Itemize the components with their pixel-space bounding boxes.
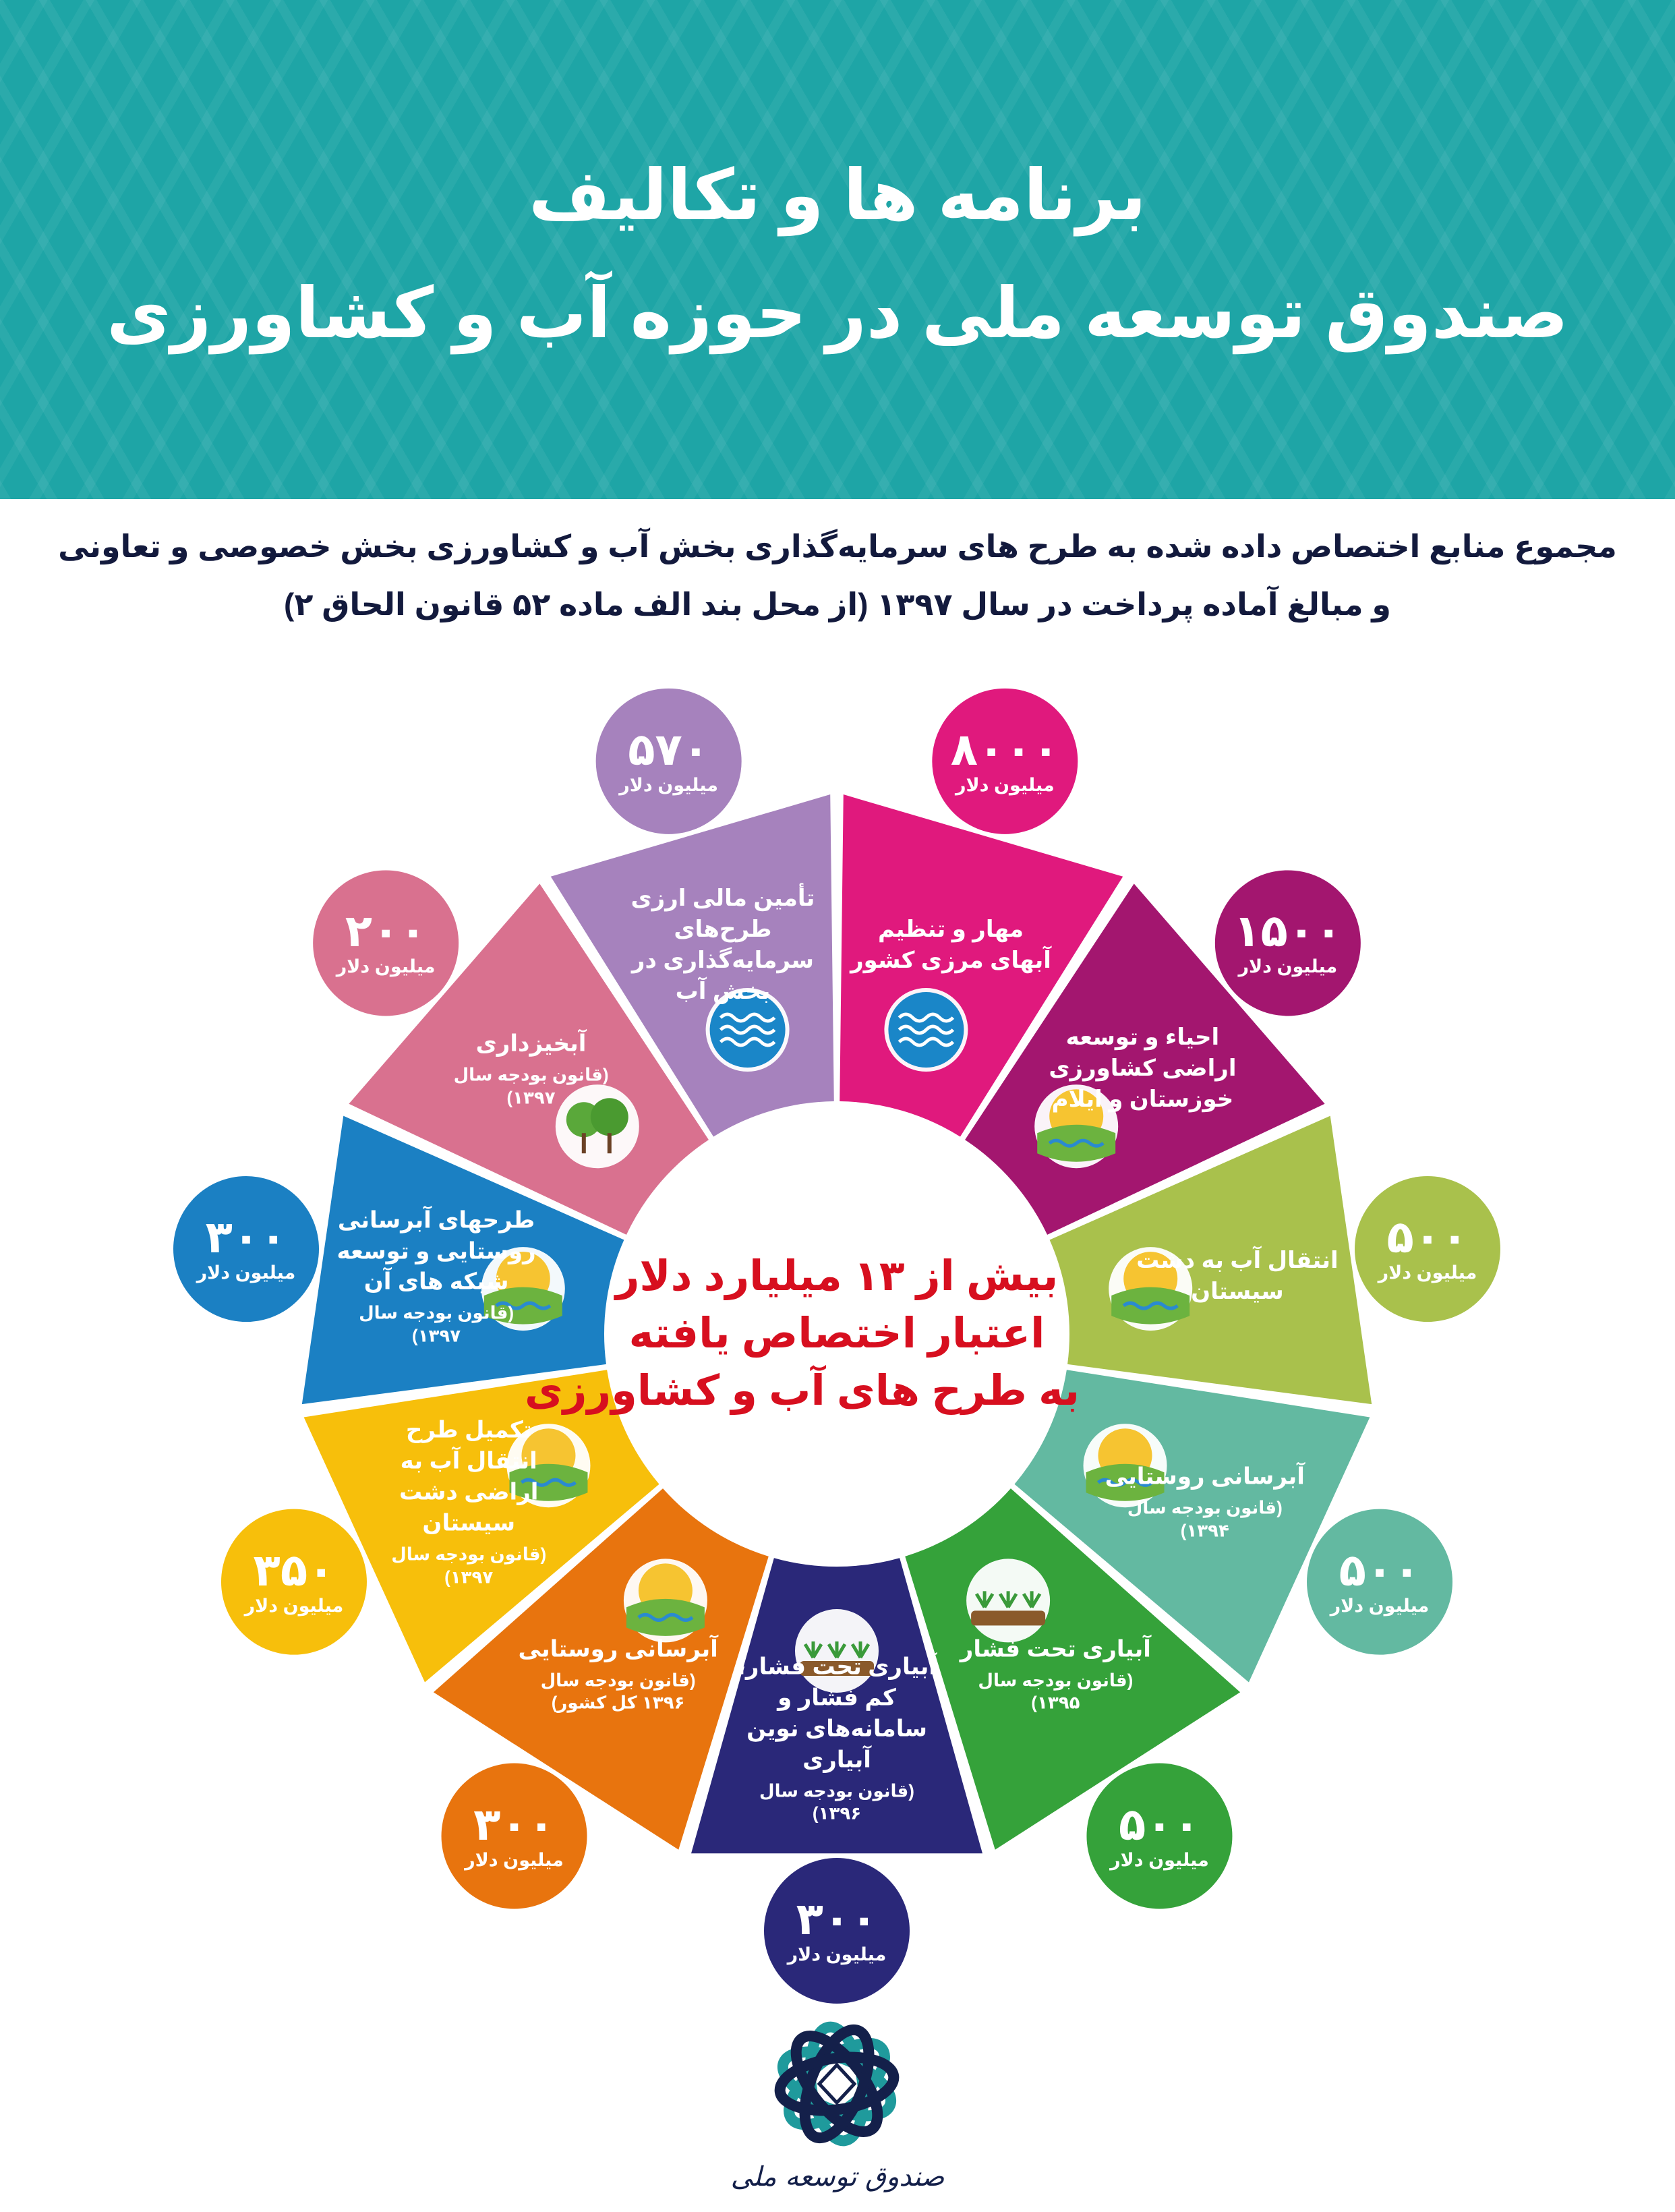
amount-value: ۵۰۰ (1119, 1799, 1200, 1849)
value-badge-text (1312, 1544, 1447, 1616)
center-text-line-2: اعتبار اختصاص یافته (628, 1310, 1045, 1357)
amount-unit: میلیون دلار (336, 956, 436, 977)
national-development-fund-logo (769, 2016, 904, 2151)
amount-value: ۲۰۰ (345, 906, 427, 956)
amount-value: ۵۰۰ (1339, 1544, 1421, 1595)
value-badge-text (1221, 908, 1355, 977)
value-badge-text (769, 1893, 904, 1965)
segment-caption (954, 1634, 1156, 1714)
amount-value: ۳۰۰ (473, 1799, 555, 1849)
subtitle-line-2: و مبالغ آماده پرداخت در سال ۱۳۹۷ (از محل بند الف ماده ۵۲ قانون الحاق ۲) (284, 587, 1391, 622)
amount-unit: میلیون دلار (1238, 956, 1338, 977)
amount-unit: میلیون دلار (955, 774, 1055, 795)
segment-title: آبیاری تحت فشار (960, 1636, 1151, 1662)
sprinkler-icon (966, 1559, 1050, 1642)
segment-title: احیاء و توسعه اراضی کشاورزی خوزستان و ایلام (1049, 1024, 1237, 1113)
rain-house-icon (884, 988, 968, 1072)
segment-caption (1104, 1461, 1306, 1542)
segment-law: (قانون بودجه سال ۱۳۹۶) (759, 1780, 914, 1824)
value-badge-text (1092, 1801, 1227, 1870)
segment-law: (قانون بودجه سال ۱۳۹۷) (391, 1544, 547, 1588)
segment-caption (335, 1205, 537, 1347)
value-badge-text (937, 724, 1072, 796)
amount-unit: میلیون دلار (1378, 1262, 1477, 1283)
title-line-1: برنامه ها و تکالیف (529, 156, 1146, 235)
amount-value: ۵۷۰ (628, 724, 710, 774)
amount-unit: میلیون دلار (787, 1944, 887, 1964)
amount-value: ۳۰۰ (205, 1211, 287, 1262)
value-badge-text (1360, 1211, 1495, 1283)
segment-title: تکمیل طرح انتقال آب به اراضی دشت سیستان (399, 1417, 539, 1536)
segment-title: آبیاری تحت فشار، کم فشار و سامانه‌های نوین آبیاری (736, 1654, 937, 1773)
segment-caption (1041, 1022, 1243, 1115)
amount-unit: میلیون دلار (1330, 1595, 1430, 1616)
segment-title: تأمین مالی ارزی طرح‌های سرمایه‌گذاری در بخش آب (630, 885, 815, 1005)
amount-unit: میلیون دلار (465, 1849, 564, 1870)
amount-unit: میلیون دلار (619, 774, 719, 795)
segment-title: آبرسانی روستایی (518, 1636, 718, 1662)
title-line-2: صندوق توسعه ملی در حوزه آب و کشاورزی (107, 274, 1568, 353)
segment-title: طرحهای آبرسانی روستایی و توسعه شبکه های آن (336, 1206, 536, 1295)
segment-law: (قانون بودجه سال ۱۳۹۵) (978, 1669, 1134, 1713)
amount-unit: میلیون دلار (1110, 1849, 1209, 1870)
segment-caption (850, 914, 1052, 977)
segment-title: انتقال آب به دشت سیستان (1136, 1247, 1339, 1304)
segment-law: (قانون بودجه سال ۱۳۹۴) (1127, 1497, 1283, 1541)
amount-unit: میلیون دلار (244, 1595, 344, 1616)
amount-unit: میلیون دلار (196, 1262, 296, 1283)
segment-law: (قانون بودجه سال ۱۳۹۷) (453, 1064, 609, 1108)
amount-value: ۳۰۰ (796, 1893, 878, 1944)
center-text-line-3: به طرح های آب و کشاورزی (524, 1368, 1080, 1414)
wheat-sun-water-icon (624, 1559, 707, 1642)
logo-text: صندوق توسعه ملی (730, 2161, 945, 2192)
segment-caption (430, 1028, 633, 1109)
amount-value: ۱۵۰۰ (1233, 906, 1343, 956)
subtitle-line-1: مجموع منابع اختصاص داده شده به طرح های سرمایه‌گذاری بخش آب و کشاورزی بخش خصوصی و تعاونی (58, 529, 1617, 564)
amount-value: ۵۰۰ (1386, 1211, 1469, 1262)
segment-caption (622, 884, 824, 1008)
amount-value: ۳۵۰ (253, 1544, 335, 1595)
amount-value: ۸۰۰۰ (950, 724, 1059, 774)
segment-law: (قانون بودجه سال ۱۳۹۶ کل کشور) (540, 1669, 696, 1713)
segment-title: مهار و تنظیم آبهای مرزی کشور (850, 916, 1051, 974)
value-badge-text (179, 1211, 314, 1283)
segment-caption (368, 1416, 570, 1589)
value-badge-text (318, 908, 453, 977)
segment-caption (1136, 1246, 1339, 1308)
center-text-line-1: بیش از ۱۳ میلیارد دلار (615, 1253, 1059, 1300)
segment-title: آبرسانی روستایی (1105, 1463, 1305, 1490)
value-badge-text (227, 1544, 361, 1616)
segment-title: آبخیزداری (475, 1030, 587, 1057)
segment-caption (517, 1634, 719, 1714)
segment-law: (قانون بودجه سال ۱۳۹۷) (359, 1302, 515, 1346)
value-badge-text (601, 724, 736, 796)
value-badge-text (447, 1801, 582, 1870)
segment-caption (736, 1652, 938, 1825)
